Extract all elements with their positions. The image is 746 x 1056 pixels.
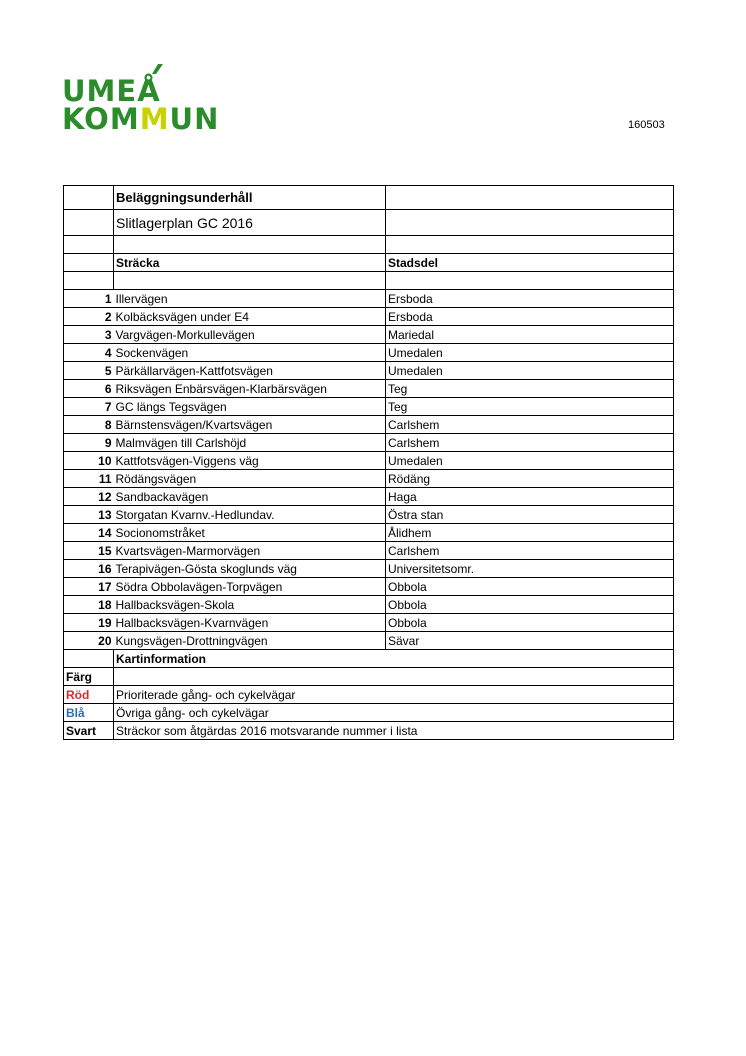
- umea-kommun-logo: [62, 64, 262, 136]
- legend-row: [64, 722, 674, 740]
- district-name: Umedalen: [386, 344, 674, 362]
- route-number: 14: [64, 524, 114, 542]
- district-name: Rödäng: [386, 470, 674, 488]
- route-number: 9: [64, 434, 114, 452]
- route-name: GC längs Tegsvägen: [114, 398, 386, 416]
- route-name: Socionomstråket: [114, 524, 386, 542]
- district-name: Ersboda: [386, 290, 674, 308]
- table-row: [64, 596, 674, 614]
- route-name: Kolbäcksvägen under E4: [114, 308, 386, 326]
- table-row: [64, 506, 674, 524]
- district-name: Sävar: [386, 632, 674, 650]
- route-name: Riksvägen Enbärsvägen-Klarbärsvägen: [114, 380, 386, 398]
- logo-line-1: UMEÅ: [62, 74, 161, 108]
- legend-color-label: Blå: [64, 704, 114, 722]
- color-heading: Färg: [64, 668, 114, 686]
- district-name: Carlshem: [386, 434, 674, 452]
- route-number: 6: [64, 380, 114, 398]
- district-name: Ålidhem: [386, 524, 674, 542]
- table-row: [64, 578, 674, 596]
- route-name: Södra Obbolavägen-Torpvägen: [114, 578, 386, 596]
- table-row: [64, 416, 674, 434]
- map-info-heading: Kartinformation: [114, 650, 674, 668]
- route-number: 2: [64, 308, 114, 326]
- route-name: Vargvägen-Morkullevägen: [114, 326, 386, 344]
- table-row: [64, 398, 674, 416]
- table-subtitle: Slitlagerplan GC 2016: [114, 210, 386, 236]
- route-number: 11: [64, 470, 114, 488]
- table-row: [64, 542, 674, 560]
- legend-description: Prioriterade gång- och cykelvägar: [114, 686, 674, 704]
- route-name: Kattfotsvägen-Viggens väg: [114, 452, 386, 470]
- table-row: [64, 452, 674, 470]
- table-row: [64, 524, 674, 542]
- route-name: Bärnstensvägen/Kvartsvägen: [114, 416, 386, 434]
- column-header-district: Stadsdel: [386, 254, 674, 272]
- district-name: Obbola: [386, 578, 674, 596]
- route-number: 1: [64, 290, 114, 308]
- district-name: Universitetsomr.: [386, 560, 674, 578]
- route-name: Kvartsvägen-Marmorvägen: [114, 542, 386, 560]
- district-name: Umedalen: [386, 362, 674, 380]
- table-row: [64, 308, 674, 326]
- route-name: Malmvägen till Carlshöjd: [114, 434, 386, 452]
- route-number: 10: [64, 452, 114, 470]
- legend-color-label: Svart: [64, 722, 114, 740]
- district-name: Ersboda: [386, 308, 674, 326]
- route-name: Terapivägen-Gösta skoglunds väg: [114, 560, 386, 578]
- route-number: 18: [64, 596, 114, 614]
- route-number: 15: [64, 542, 114, 560]
- route-number: 13: [64, 506, 114, 524]
- map-info-row: [64, 650, 674, 668]
- route-number: 7: [64, 398, 114, 416]
- table-row: [64, 290, 674, 308]
- route-number: 16: [64, 560, 114, 578]
- route-number: 12: [64, 488, 114, 506]
- table-row: [64, 632, 674, 650]
- table-row: [64, 380, 674, 398]
- legend-row: [64, 686, 674, 704]
- route-name: Sandbackavägen: [114, 488, 386, 506]
- route-name: Hallbacksvägen-Kvarnvägen: [114, 614, 386, 632]
- table-row: [64, 470, 674, 488]
- route-number: 20: [64, 632, 114, 650]
- table-row: [64, 560, 674, 578]
- legend-description: Övriga gång- och cykelvägar: [114, 704, 674, 722]
- table-row: [64, 434, 674, 452]
- spacer-row: [64, 272, 674, 290]
- maintenance-plan-table: [63, 185, 674, 740]
- district-name: Teg: [386, 398, 674, 416]
- header-row: [64, 254, 674, 272]
- route-name: Kungsvägen-Drottningvägen: [114, 632, 386, 650]
- legend-description: Sträckor som åtgärdas 2016 motsvarande nummer i lista: [114, 722, 674, 740]
- route-number: 4: [64, 344, 114, 362]
- route-name: Sockenvägen: [114, 344, 386, 362]
- route-number: 5: [64, 362, 114, 380]
- route-name: Hallbacksvägen-Skola: [114, 596, 386, 614]
- color-heading-row: [64, 668, 674, 686]
- district-name: Obbola: [386, 596, 674, 614]
- route-number: 19: [64, 614, 114, 632]
- legend-color-label: Röd: [64, 686, 114, 704]
- district-name: Carlshem: [386, 416, 674, 434]
- route-number: 3: [64, 326, 114, 344]
- subtitle-row: [64, 210, 674, 236]
- table-row: [64, 614, 674, 632]
- district-name: Mariedal: [386, 326, 674, 344]
- legend-row: [64, 704, 674, 722]
- district-name: Teg: [386, 380, 674, 398]
- table-row: [64, 344, 674, 362]
- district-name: Umedalen: [386, 452, 674, 470]
- title-row: [64, 186, 674, 210]
- route-name: Illervägen: [114, 290, 386, 308]
- logo-accent-mark: [146, 64, 164, 74]
- column-header-route: Sträcka: [114, 254, 386, 272]
- district-name: Haga: [386, 488, 674, 506]
- route-name: Pärkällarvägen-Kattfotsvägen: [114, 362, 386, 380]
- table-title: Beläggningsunderhåll: [114, 186, 386, 210]
- table-row: [64, 326, 674, 344]
- spacer-row: [64, 236, 674, 254]
- route-number: 8: [64, 416, 114, 434]
- district-name: Obbola: [386, 614, 674, 632]
- table-row: [64, 362, 674, 380]
- document-number: 160503: [628, 119, 665, 131]
- route-name: Storgatan Kvarnv.-Hedlundav.: [114, 506, 386, 524]
- logo-line-2: KOMMUN: [62, 102, 220, 136]
- table-row: [64, 488, 674, 506]
- route-name: Rödängsvägen: [114, 470, 386, 488]
- route-number: 17: [64, 578, 114, 596]
- district-name: Carlshem: [386, 542, 674, 560]
- district-name: Östra stan: [386, 506, 674, 524]
